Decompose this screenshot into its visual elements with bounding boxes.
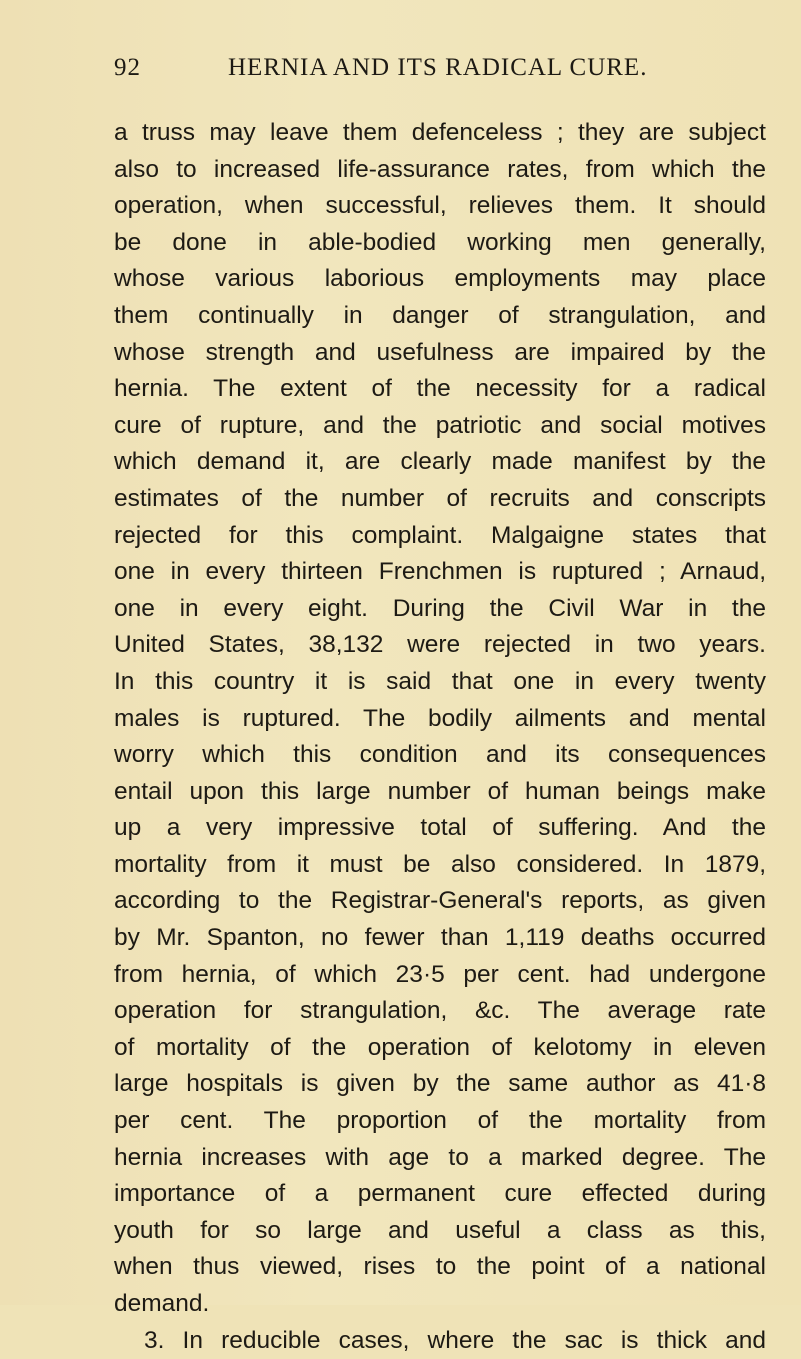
text-line: per cent. The proportion of the mortality from xyxy=(114,1107,766,1135)
text-line: up a very impressive total of suffering. And the xyxy=(114,814,766,842)
text-line: by Mr. Spanton, no fewer than 1,119 deaths occurred xyxy=(114,924,766,952)
text-line: In this country it is said that one in every twenty xyxy=(114,667,766,695)
text-line: operation, when successful, relieves them. It should xyxy=(114,192,766,220)
text-line: one in every eight. During the Civil War in the xyxy=(114,594,766,622)
text-line: males is ruptured. The bodily ailments and mental xyxy=(114,704,766,732)
page-number: 92 xyxy=(114,54,141,81)
text-line: from hernia, of which 23·5 per cent. had undergone xyxy=(114,960,766,988)
text-line: them continually in danger of strangulation, and xyxy=(114,301,766,329)
running-title: HERNIA AND ITS RADICAL CURE. xyxy=(228,54,648,81)
text-line: according to the Registrar-General's reports, as given xyxy=(114,887,766,915)
text-line: whose strength and usefulness are impaired by the xyxy=(114,338,766,366)
text-line: 3. In reducible cases, where the sac is thick and xyxy=(144,1326,766,1354)
text-line: worry which this condition and its consequences xyxy=(114,741,766,769)
text-line: hernia. The extent of the necessity for a radical xyxy=(114,375,766,403)
text-line: when thus viewed, rises to the point of a national xyxy=(114,1253,766,1281)
body-text xyxy=(114,115,766,1359)
text-line: cure of rupture, and the patriotic and social motives xyxy=(114,411,766,439)
text-line: one in every thirteen Frenchmen is ruptured ; Arnaud, xyxy=(114,558,766,586)
text-line: entail upon this large number of human beings make xyxy=(114,777,766,805)
text-line: demand. xyxy=(114,1290,210,1317)
text-line: importance of a permanent cure effected during xyxy=(114,1180,766,1208)
text-line: large hospitals is given by the same author as 41·8 xyxy=(114,1070,766,1098)
text-line: rejected for this complaint. Malgaigne states that xyxy=(114,521,766,549)
text-line: operation for strangulation, &c. The average rate xyxy=(114,997,766,1025)
text-line: a truss may leave them defenceless ; they are subject xyxy=(114,119,766,146)
text-line: hernia increases with age to a marked degree. The xyxy=(114,1143,766,1171)
text-line: be done in able-bodied working men generally, xyxy=(114,228,766,256)
text-line: estimates of the number of recruits and conscripts xyxy=(114,484,766,512)
text-line: which demand it, are clearly made manifest by the xyxy=(114,448,766,476)
text-line: also to increased life-assurance rates, from which the xyxy=(114,155,766,183)
running-head xyxy=(114,52,674,84)
text-line: of mortality of the operation of kelotomy in eleven xyxy=(114,1033,766,1061)
text-line: United States, 38,132 were rejected in two years. xyxy=(114,631,766,659)
text-line: youth for so large and useful a class as this, xyxy=(114,1216,766,1244)
text-line: mortality from it must be also considered. In 1879, xyxy=(114,850,766,878)
text-line: whose various laborious employments may place xyxy=(114,265,766,293)
